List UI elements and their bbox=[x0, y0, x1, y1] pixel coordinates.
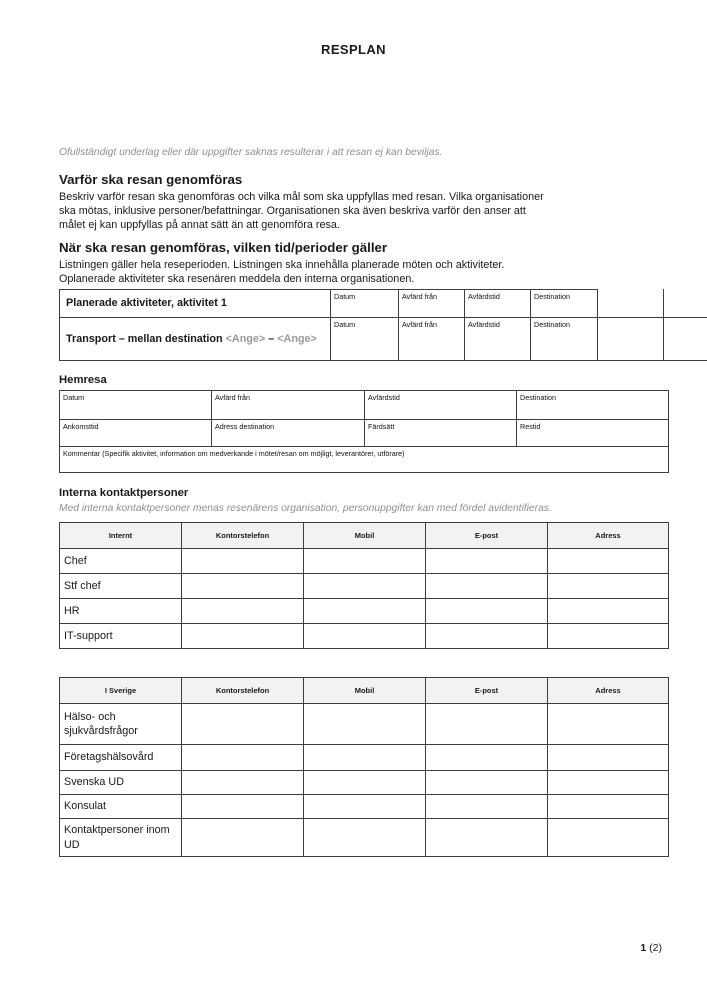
body-line: ska mötas, inklusive personer/befattningar. Organisationen ska även beskriva varför den anser att bbox=[59, 205, 526, 218]
row-label-svenska-ud: Svenska UD bbox=[60, 771, 182, 795]
page-number-total: (2) bbox=[646, 942, 662, 954]
column-header-adress: Adress bbox=[548, 678, 669, 704]
empty-cell bbox=[664, 289, 707, 318]
column-header-avfardstid: Avfärdstid bbox=[465, 318, 531, 361]
empty-cell bbox=[548, 704, 669, 745]
empty-cell bbox=[426, 771, 548, 795]
empty-cell bbox=[548, 771, 669, 795]
empty-cell bbox=[304, 795, 426, 819]
empty-cell bbox=[598, 289, 664, 318]
empty-cell bbox=[182, 745, 304, 771]
field-ankomsttid: Ankomsttid bbox=[60, 420, 212, 447]
row-label-stf-chef: Stf chef bbox=[60, 574, 182, 599]
internal-contacts-note: Med interna kontaktpersoner menas resenärens organisation, personuppgifter kan med fördel avidentifieras. bbox=[59, 503, 552, 514]
empty-cell bbox=[426, 574, 548, 599]
column-header-avfard-fran: Avfärd från bbox=[399, 289, 465, 318]
column-header-internt: Internt bbox=[60, 523, 182, 549]
empty-cell bbox=[304, 574, 426, 599]
column-header-avfard-fran: Avfärd från bbox=[399, 318, 465, 361]
empty-cell bbox=[426, 745, 548, 771]
field-restid: Restid bbox=[517, 420, 669, 447]
transport-label bbox=[66, 333, 317, 346]
field-avfard-fran: Avfärd från bbox=[212, 391, 365, 420]
empty-cell bbox=[304, 704, 426, 745]
column-header-kontorstelefon: Kontorstelefon bbox=[182, 523, 304, 549]
empty-cell bbox=[182, 795, 304, 819]
transport-label-dash: – bbox=[265, 332, 278, 345]
row-label-kontaktpersoner-ud: Kontaktpersoner inom UD bbox=[60, 819, 182, 857]
column-header-datum: Datum bbox=[331, 318, 399, 361]
section-heading-when: När ska resan genomföras, vilken tid/perioder gäller bbox=[59, 240, 388, 255]
column-header-mobil: Mobil bbox=[304, 678, 426, 704]
column-header-epost: E-post bbox=[426, 678, 548, 704]
field-adress-destination: Adress destination bbox=[212, 420, 365, 447]
empty-cell bbox=[548, 599, 669, 624]
field-fardsatt: Färdsätt bbox=[365, 420, 517, 447]
row-label-it-support: IT-support bbox=[60, 624, 182, 649]
activity-label-text: Planerade aktiviteter, aktivitet 1 bbox=[66, 297, 227, 309]
body-line: målet ej kan uppfyllas på annat sätt än att genomföra resa. bbox=[59, 219, 340, 232]
sweden-contacts-table bbox=[59, 677, 669, 857]
section-heading-why: Varför ska resan genomföras bbox=[59, 172, 243, 187]
empty-cell bbox=[304, 549, 426, 574]
column-header-epost: E-post bbox=[426, 523, 548, 549]
column-header-kontorstelefon: Kontorstelefon bbox=[182, 678, 304, 704]
hemresa-table bbox=[59, 390, 669, 473]
empty-cell bbox=[304, 599, 426, 624]
internal-contacts-table bbox=[59, 522, 669, 649]
empty-cell bbox=[182, 549, 304, 574]
empty-cell bbox=[182, 771, 304, 795]
transport-placeholder: <Ange> bbox=[277, 332, 317, 345]
field-destination: Destination bbox=[517, 391, 669, 420]
column-header-mobil: Mobil bbox=[304, 523, 426, 549]
empty-cell bbox=[548, 795, 669, 819]
when-paragraph bbox=[59, 258, 504, 286]
document-title: RESPLAN bbox=[321, 42, 386, 57]
empty-cell bbox=[182, 704, 304, 745]
empty-cell bbox=[426, 819, 548, 857]
activity-row-label bbox=[60, 318, 331, 361]
empty-cell bbox=[548, 819, 669, 857]
empty-cell bbox=[426, 795, 548, 819]
row-label-foretagshalsovard: Företagshälsovård bbox=[60, 745, 182, 771]
column-header-avfardstid: Avfärdstid bbox=[465, 289, 531, 318]
body-line: Listningen gäller hela reseperioden. Listningen ska innehålla planerade möten och aktiviteter. bbox=[59, 259, 505, 271]
empty-cell bbox=[664, 318, 707, 361]
row-label-halso-sjukvard: Hälso- och sjukvårdsfrågor bbox=[60, 704, 182, 745]
why-paragraph bbox=[59, 190, 544, 233]
empty-cell bbox=[548, 745, 669, 771]
body-line: Oplanerade aktiviteter ska resenären meddela den interna organisationen. bbox=[59, 273, 415, 286]
empty-cell bbox=[304, 745, 426, 771]
empty-cell bbox=[182, 624, 304, 649]
section-heading-hemresa: Hemresa bbox=[59, 374, 107, 386]
row-label-hr: HR bbox=[60, 599, 182, 624]
field-avfardstid: Avfärdstid bbox=[365, 391, 517, 420]
page-number bbox=[640, 942, 662, 954]
row-label-konsulat: Konsulat bbox=[60, 795, 182, 819]
transport-label-prefix: Transport – mellan destination bbox=[66, 332, 226, 345]
empty-cell bbox=[182, 574, 304, 599]
empty-cell bbox=[426, 549, 548, 574]
empty-cell bbox=[304, 624, 426, 649]
validity-note: Ofullständigt underlag eller där uppgifter saknas resulterar i att resan ej kan beviljas. bbox=[59, 147, 443, 158]
empty-cell bbox=[426, 599, 548, 624]
empty-cell bbox=[548, 574, 669, 599]
column-header-destination: Destination bbox=[531, 289, 598, 318]
transport-placeholder: <Ange> bbox=[225, 332, 266, 345]
field-kommentar: Kommentar (Specifik aktivitet, information om medverkande i mötet/resan om möjligt, leverantörer, utförare) bbox=[60, 447, 669, 473]
column-header-datum: Datum bbox=[331, 289, 399, 318]
empty-cell bbox=[426, 704, 548, 745]
empty-cell bbox=[182, 599, 304, 624]
empty-cell bbox=[548, 624, 669, 649]
row-label-chef: Chef bbox=[60, 549, 182, 574]
field-datum: Datum bbox=[60, 391, 212, 420]
body-line: Beskriv varför resan ska genomföras och vilka mål som ska uppfyllas med resan. Vilka organisationer bbox=[59, 191, 544, 203]
page-number-current: 1 bbox=[640, 942, 647, 954]
empty-cell bbox=[548, 549, 669, 574]
empty-cell bbox=[304, 819, 426, 857]
activity-table bbox=[59, 289, 707, 361]
column-header-adress: Adress bbox=[548, 523, 669, 549]
activity-row-label bbox=[60, 289, 331, 318]
section-heading-internal-contacts: Interna kontaktpersoner bbox=[59, 487, 189, 499]
empty-cell bbox=[598, 318, 664, 361]
column-header-destination: Destination bbox=[531, 318, 598, 361]
column-header-i-sverige: I Sverige bbox=[60, 678, 182, 704]
empty-cell bbox=[182, 819, 304, 857]
empty-cell bbox=[304, 771, 426, 795]
empty-cell bbox=[426, 624, 548, 649]
